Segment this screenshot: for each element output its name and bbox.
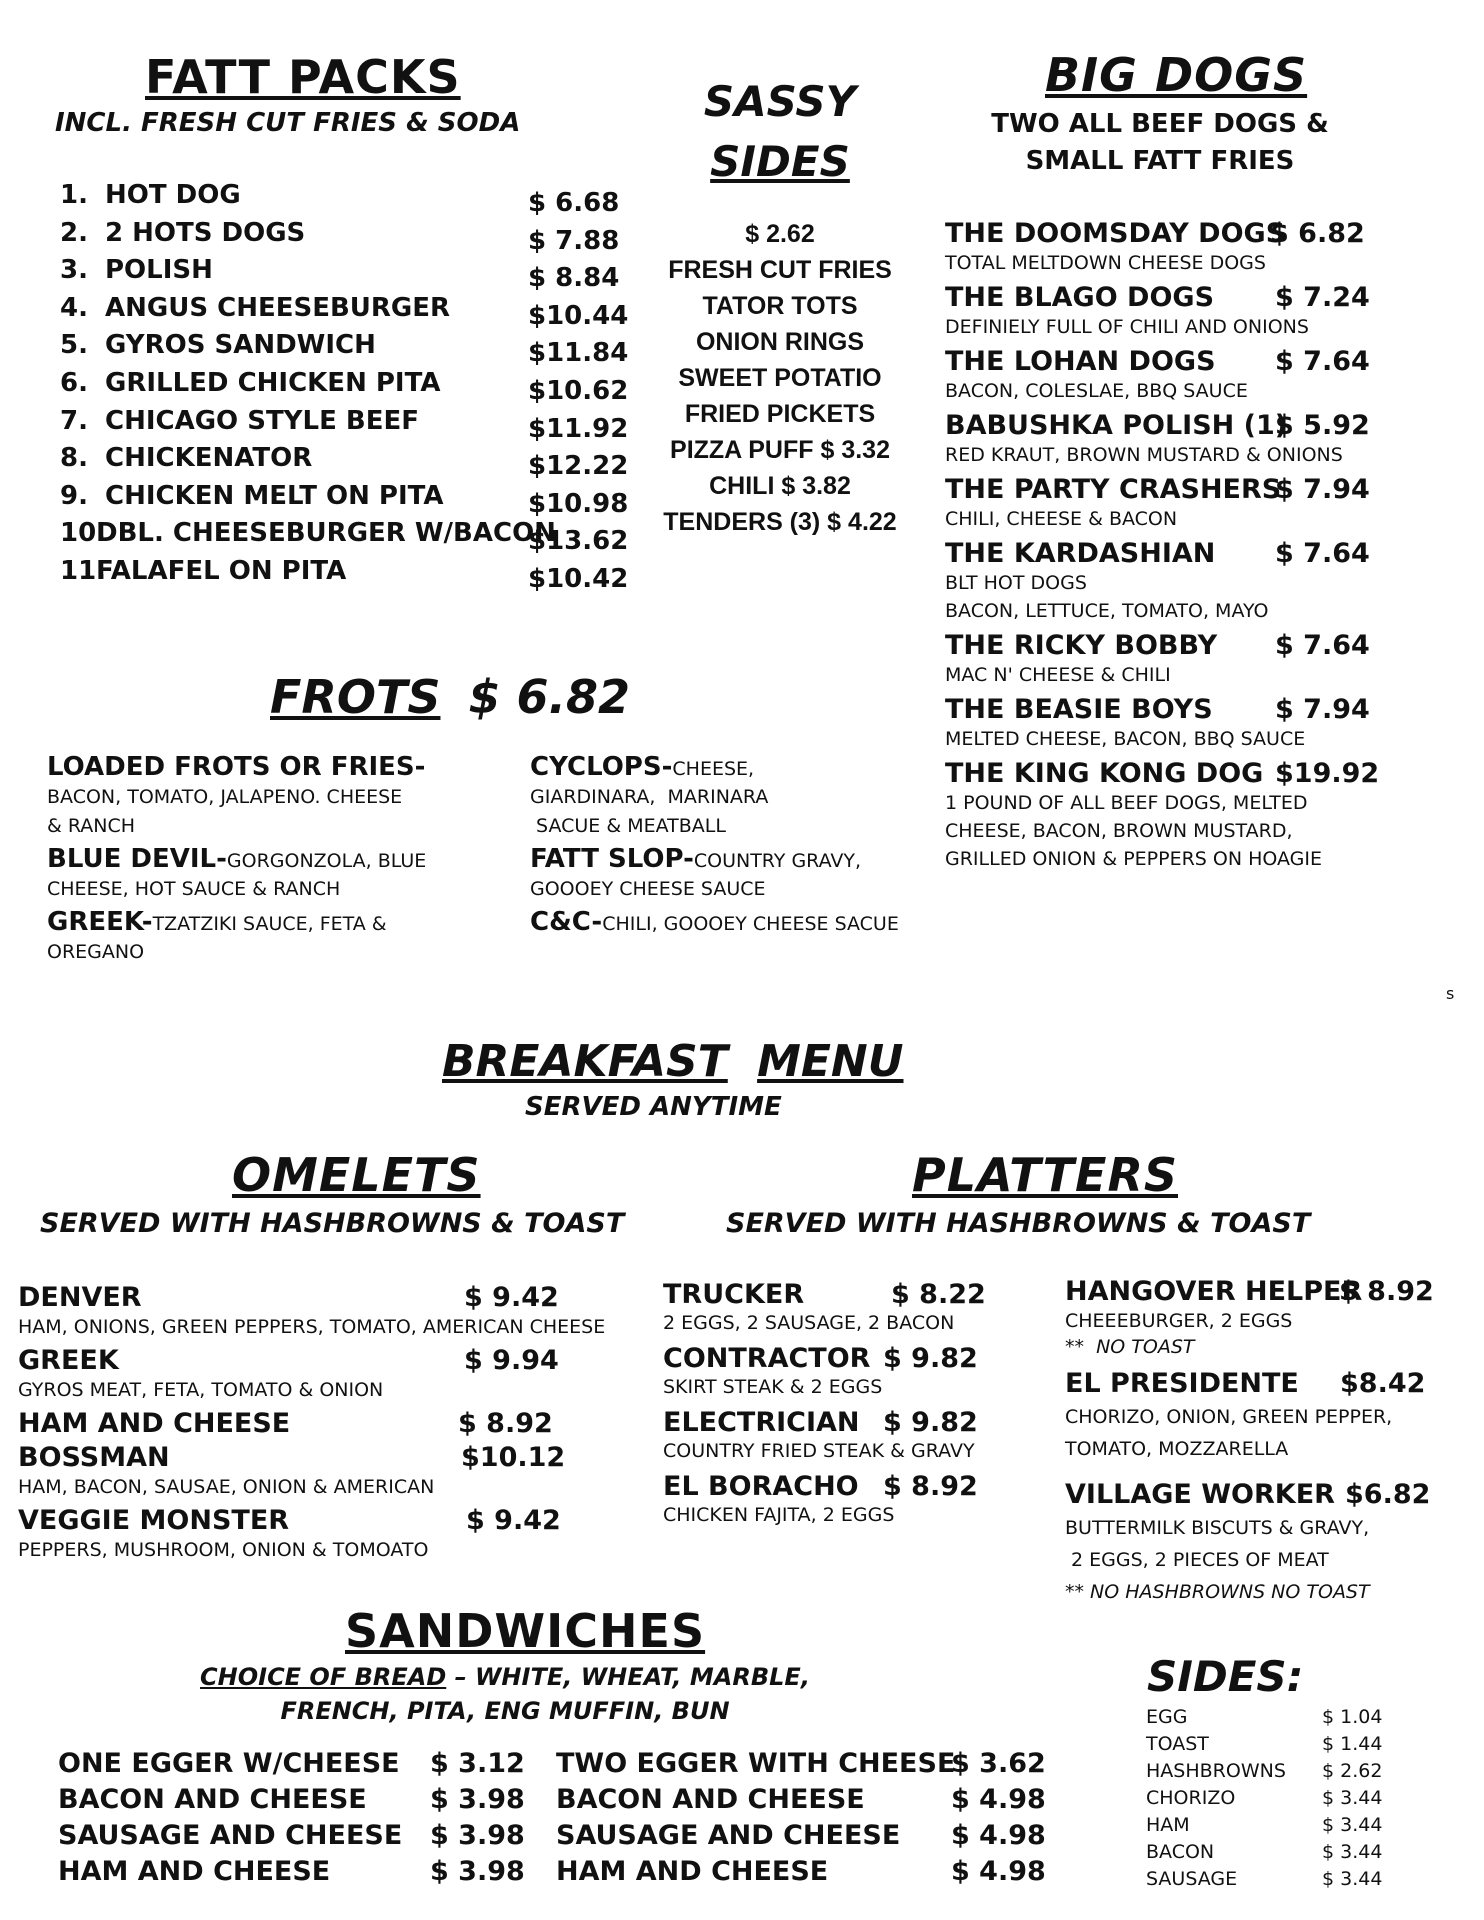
big-dog-description: TOTAL MELTDOWN CHEESE DOGS: [945, 252, 1266, 274]
frots-item-inline-desc: TZATZIKI SAUCE, FETA &: [152, 913, 387, 935]
fatt-pack-number: 4.: [60, 292, 88, 323]
fatt-pack-name: GYROS SANDWICH: [105, 330, 376, 361]
frots-item-inline-desc: COUNTRY GRAVY,: [693, 850, 862, 872]
sassy-sides-title-line1: SASSY: [703, 77, 857, 126]
fatt-pack-name: POLISH: [105, 255, 213, 286]
side-price: $ 3.44: [1322, 1814, 1383, 1836]
fatt-pack-price: $ 6.68: [528, 188, 620, 218]
platter-description: CHICKEN FAJITA, 2 EGGS: [663, 1504, 895, 1526]
fatt-pack-name: ANGUS CHEESEBURGER: [105, 292, 451, 323]
fatt-pack-number: 6.: [60, 368, 88, 398]
side-price: $ 1.04: [1322, 1706, 1383, 1728]
big-dog-description: 1 POUND OF ALL BEEF DOGS, MELTED: [945, 792, 1308, 814]
sassy-side-item: FRIED PICKETS: [684, 400, 876, 428]
sassy-side-item: FRESH CUT FRIES: [668, 256, 892, 284]
big-dog-description: BACON, COLESLAE, BBQ SAUCE: [945, 380, 1248, 402]
sassy-side-item: PIZZA PUFF $ 3.32: [670, 436, 890, 464]
big-dog-description: BLT HOT DOGS: [945, 572, 1087, 594]
omelet-price: $10.12: [461, 1442, 566, 1473]
platter-description: 2 EGGS, 2 PIECES OF MEAT: [1065, 1549, 1329, 1571]
sandwich-price: $ 3.98: [430, 1856, 525, 1887]
big-dog-name: THE KARDASHIAN: [945, 538, 1216, 569]
big-dog-price: $19.92: [1275, 758, 1380, 789]
sassy-side-item: ONION RINGS: [695, 328, 865, 356]
big-dog-name: THE PARTY CRASHERS: [945, 474, 1282, 505]
big-dog-name: THE BEASIE BOYS: [945, 694, 1213, 725]
frots-item-description: BACON, TOMATO, JALAPENO. CHEESE: [47, 786, 403, 808]
platter-price: $8.42: [1340, 1368, 1426, 1399]
big-dog-row: [945, 694, 1465, 728]
omelets-title: OMELETS: [232, 1148, 481, 1202]
sandwich-price: $ 3.12: [430, 1748, 525, 1779]
big-dog-price: $ 5.92: [1275, 410, 1370, 441]
frots-item-name: CYCLOPS-: [530, 752, 673, 782]
omelet-price: $ 9.42: [466, 1505, 561, 1536]
big-dog-description: BACON, LETTUCE, TOMATO, MAYO: [945, 600, 1269, 622]
platter-price: $6.82: [1345, 1479, 1431, 1510]
sassy-side-item: $ 2.62: [745, 220, 815, 248]
side-price: $ 3.44: [1322, 1787, 1383, 1809]
sandwich-price: $ 3.62: [951, 1748, 1046, 1779]
sandwich-name: ONE EGGER W/CHEESE: [58, 1748, 400, 1779]
breakfast-title-word2: MENU: [757, 1036, 904, 1087]
big-dog-name: THE LOHAN DOGS: [945, 346, 1216, 377]
sandwich-name: SAUSAGE AND CHEESE: [58, 1820, 403, 1851]
frots-item-inline-desc: GORGONZOLA, BLUE: [226, 850, 427, 872]
frots-item: [530, 907, 899, 937]
platter-description: TOMATO, MOZZARELLA: [1065, 1438, 1289, 1460]
side-name: EGG: [1146, 1706, 1188, 1728]
side-name: HASHBROWNS: [1146, 1760, 1286, 1782]
fatt-pack-name: DBL. CHEESEBURGER W/BACON: [96, 518, 556, 549]
side-price: $ 2.62: [1322, 1760, 1383, 1782]
side-price: $ 3.44: [1322, 1841, 1383, 1863]
big-dog-name: THE RICKY BOBBY: [945, 630, 1218, 661]
omelet-description: PEPPERS, MUSHROOM, ONION & TOMOATO: [18, 1539, 429, 1561]
big-dog-row: [945, 346, 1465, 380]
frots-title: FROTS: [270, 670, 441, 724]
big-dog-price: $ 7.64: [1275, 630, 1370, 661]
frots-item-name: C&C-: [530, 907, 603, 937]
big-dog-name: THE BLAGO DOGS: [945, 282, 1215, 313]
big-dogs-subtitle: [990, 106, 1330, 180]
frots-item-name: FATT SLOP-: [530, 844, 694, 874]
fatt-pack-number: 3.: [60, 255, 88, 286]
big-dog-price: $ 7.64: [1275, 346, 1370, 377]
side-name: SAUSAGE: [1146, 1868, 1238, 1890]
omelet-price: $ 8.92: [458, 1408, 553, 1439]
fatt-pack-name: 2 HOTS DOGS: [105, 217, 306, 248]
sassy-sides-title: [700, 72, 860, 192]
sandwich-price: $ 4.98: [951, 1784, 1046, 1815]
platter-description: SKIRT STEAK & 2 EGGS: [663, 1376, 883, 1398]
fatt-pack-name: CHICKEN MELT ON PITA: [105, 480, 444, 511]
frots-item-inline-desc: CHEESE,: [672, 758, 755, 780]
fatt-pack-name: GRILLED CHICKEN PITA: [105, 368, 441, 398]
fatt-pack-name: HOT DOG: [105, 180, 241, 210]
omelet-description: HAM, ONIONS, GREEN PEPPERS, TOMATO, AMERICAN CHEESE: [18, 1316, 606, 1338]
platter-price: $ 8.92: [1339, 1276, 1434, 1307]
breakfast-subtitle: SERVED ANYTIME: [525, 1092, 782, 1122]
frots-item-name: BLUE DEVIL-: [47, 844, 227, 874]
omelet-description: GYROS MEAT, FETA, TOMATO & ONION: [18, 1379, 384, 1401]
frots-item-description: SACUE & MEATBALL: [530, 815, 726, 837]
bread-choice-label: CHOICE OF BREAD: [200, 1663, 447, 1691]
frots-item: [47, 907, 387, 937]
fatt-pack-number: 9.: [60, 480, 88, 511]
fatt-pack-price: $11.92: [528, 413, 629, 444]
side-name: BACON: [1146, 1841, 1215, 1863]
sides-title: SIDES:: [1147, 1652, 1304, 1701]
frots-item: [47, 844, 426, 874]
platters-title: PLATTERS: [912, 1148, 1179, 1202]
omelet-price: $ 9.42: [464, 1282, 559, 1313]
fatt-pack-number: 7.: [60, 405, 88, 436]
sandwich-name: HAM AND CHEESE: [556, 1856, 829, 1887]
omelet-name: HAM AND CHEESE: [18, 1408, 291, 1439]
omelet-name: VEGGIE MONSTER: [18, 1505, 290, 1536]
big-dog-name: BABUSHKA POLISH (1): [945, 410, 1288, 441]
fatt-pack-name: FALAFEL ON PITA: [96, 556, 347, 586]
fatt-pack-number: 5.: [60, 330, 88, 361]
big-dog-description: MAC N' CHEESE & CHILI: [945, 664, 1171, 686]
big-dog-name: THE DOOMSDAY DOGS: [945, 218, 1286, 249]
bread-choice-options: – WHITE, WHEAT, MARBLE,: [446, 1663, 810, 1691]
breakfast-title: [442, 1036, 904, 1087]
platter-description: 2 EGGS, 2 SAUSAGE, 2 BACON: [663, 1312, 955, 1334]
platter-name: TRUCKER: [663, 1279, 805, 1310]
fatt-pack-price: $10.62: [528, 376, 629, 406]
frots-heading: [270, 670, 630, 724]
big-dog-description: DEFINIELY FULL OF CHILI AND ONIONS: [945, 316, 1309, 338]
sandwich-price: $ 4.98: [951, 1820, 1046, 1851]
platter-description: CHEEEBURGER, 2 EGGS: [1065, 1310, 1293, 1332]
frots-item-inline-desc: CHILI, GOOOEY CHEESE SACUE: [602, 913, 899, 935]
platter-price: $ 8.92: [883, 1471, 978, 1502]
sassy-side-item: TATOR TOTS: [702, 292, 858, 320]
sassy-side-item: SWEET POTATIO: [678, 364, 882, 392]
fatt-pack-price: $ 8.84: [528, 263, 620, 294]
fatt-pack-price: $12.22: [528, 451, 629, 482]
sassy-side-item: TENDERS (3) $ 4.22: [663, 508, 897, 536]
platter-name: CONTRACTOR: [663, 1343, 871, 1374]
big-dogs-title: BIG DOGS: [1045, 48, 1308, 102]
big-dog-row: [945, 538, 1465, 572]
frots-item: [47, 752, 425, 782]
stray-mark: s: [1446, 984, 1455, 1003]
fatt-pack-price: $11.84: [528, 338, 629, 369]
fatt-pack-price: $ 7.88: [528, 225, 620, 256]
omelet-name: BOSSMAN: [18, 1442, 170, 1473]
big-dog-row: [945, 474, 1465, 508]
big-dogs-subtitle-line1: TWO ALL BEEF DOGS &: [991, 109, 1329, 139]
platter-description: COUNTRY FRIED STEAK & GRAVY: [663, 1440, 975, 1462]
sandwiches-title: SANDWICHES: [345, 1604, 706, 1658]
sandwich-name: SAUSAGE AND CHEESE: [556, 1820, 901, 1851]
fatt-packs-title: FATT PACKS: [145, 50, 461, 104]
sassy-side-item: CHILI $ 3.82: [709, 472, 851, 500]
omelet-name: DENVER: [18, 1282, 142, 1313]
sandwich-name: BACON AND CHEESE: [556, 1784, 865, 1815]
frots-item-description: & RANCH: [47, 815, 136, 837]
big-dog-price: $ 7.94: [1275, 474, 1370, 505]
frots-item-description: GOOOEY CHEESE SAUCE: [530, 878, 766, 900]
platters-subtitle: SERVED WITH HASHBROWNS & TOAST: [726, 1208, 1311, 1239]
big-dog-row: [945, 282, 1465, 316]
frots-item-description: OREGANO: [47, 941, 145, 963]
big-dog-price: $ 7.64: [1275, 538, 1370, 569]
fatt-packs-subtitle: INCL. FRESH CUT FRIES & SODA: [55, 108, 521, 138]
side-price: $ 3.44: [1322, 1868, 1383, 1890]
big-dog-row: [945, 758, 1465, 792]
fatt-pack-name: CHICKENATOR: [105, 443, 313, 474]
side-name: HAM: [1146, 1814, 1190, 1836]
fatt-pack-price: $10.98: [528, 488, 629, 519]
breakfast-title-word1: BREAKFAST: [442, 1036, 728, 1087]
side-name: CHORIZO: [1146, 1787, 1236, 1809]
platter-name: EL BORACHO: [663, 1471, 859, 1502]
side-price: $ 1.44: [1322, 1733, 1383, 1755]
fatt-pack-number: 8.: [60, 443, 88, 474]
sandwich-price: $ 3.98: [430, 1820, 525, 1851]
bread-choice-line2: FRENCH, PITA, ENG MUFFIN, BUN: [280, 1697, 730, 1725]
sandwich-name: BACON AND CHEESE: [58, 1784, 367, 1815]
fatt-pack-price: $10.44: [528, 300, 629, 331]
platter-name: HANGOVER HELPER: [1065, 1276, 1363, 1307]
platter-price: $ 9.82: [883, 1343, 978, 1374]
platter-description: ** NO TOAST: [1065, 1336, 1195, 1358]
sassy-sides-title-line2: SIDES: [710, 137, 850, 186]
platter-name: ELECTRICIAN: [663, 1407, 860, 1438]
big-dog-price: $ 7.94: [1275, 694, 1370, 725]
big-dog-row: [945, 218, 1465, 252]
frots-item-description: GIARDINARA, MARINARA: [530, 786, 769, 808]
platter-name: EL PRESIDENTE: [1065, 1368, 1299, 1399]
fatt-pack-number: 1.: [60, 180, 88, 210]
omelet-description: HAM, BACON, SAUSAE, ONION & AMERICAN: [18, 1476, 435, 1498]
fatt-pack-number: 11.: [60, 556, 107, 586]
sassy-sides-list: [655, 216, 905, 540]
big-dogs-subtitle-line2: SMALL FATT FRIES: [1025, 146, 1295, 176]
big-dog-description: CHEESE, BACON, BROWN MUSTARD,: [945, 820, 1293, 842]
sandwiches-bread-choice: [150, 1660, 860, 1728]
big-dog-description: GRILLED ONION & PEPPERS ON HOAGIE: [945, 848, 1323, 870]
big-dog-price: $ 7.24: [1275, 282, 1370, 313]
platter-description: BUTTERMILK BISCUTS & GRAVY,: [1065, 1517, 1370, 1539]
frots-item-name: GREEK-: [47, 907, 153, 937]
big-dog-description: RED KRAUT, BROWN MUSTARD & ONIONS: [945, 444, 1343, 466]
big-dog-row: [945, 630, 1465, 664]
frots-item-name: LOADED FROTS OR FRIES-: [47, 752, 426, 782]
big-dog-row: [945, 410, 1465, 444]
platter-price: $ 8.22: [891, 1279, 986, 1310]
frots-item: [530, 752, 754, 782]
sandwich-price: $ 4.98: [951, 1856, 1046, 1887]
fatt-pack-number: 2.: [60, 217, 88, 248]
fatt-pack-number: 10.: [60, 518, 107, 549]
fatt-pack-price: $13.62: [528, 526, 629, 557]
sandwich-price: $ 3.98: [430, 1784, 525, 1815]
platter-price: $ 9.82: [883, 1407, 978, 1438]
fatt-pack-name: CHICAGO STYLE BEEF: [105, 405, 419, 436]
sandwich-name: TWO EGGER WITH CHEESE: [556, 1748, 956, 1779]
platter-name: VILLAGE WORKER: [1065, 1479, 1335, 1510]
frots-item: [530, 844, 861, 874]
big-dog-description: CHILI, CHEESE & BACON: [945, 508, 1178, 530]
frots-item-description: CHEESE, HOT SAUCE & RANCH: [47, 878, 341, 900]
platter-description: ** NO HASHBROWNS NO TOAST: [1065, 1581, 1370, 1603]
frots-price: $ 6.82: [468, 670, 631, 724]
platter-description: CHORIZO, ONION, GREEN PEPPER,: [1065, 1406, 1393, 1428]
sandwich-name: HAM AND CHEESE: [58, 1856, 331, 1887]
omelet-name: GREEK: [18, 1345, 119, 1376]
omelet-price: $ 9.94: [464, 1345, 559, 1376]
fatt-pack-price: $10.42: [528, 564, 629, 594]
big-dog-description: MELTED CHEESE, BACON, BBQ SAUCE: [945, 728, 1306, 750]
side-name: TOAST: [1146, 1733, 1209, 1755]
omelets-subtitle: SERVED WITH HASHBROWNS & TOAST: [40, 1208, 625, 1239]
big-dog-price: $ 6.82: [1270, 218, 1365, 249]
big-dog-name: THE KING KONG DOG: [945, 758, 1264, 789]
